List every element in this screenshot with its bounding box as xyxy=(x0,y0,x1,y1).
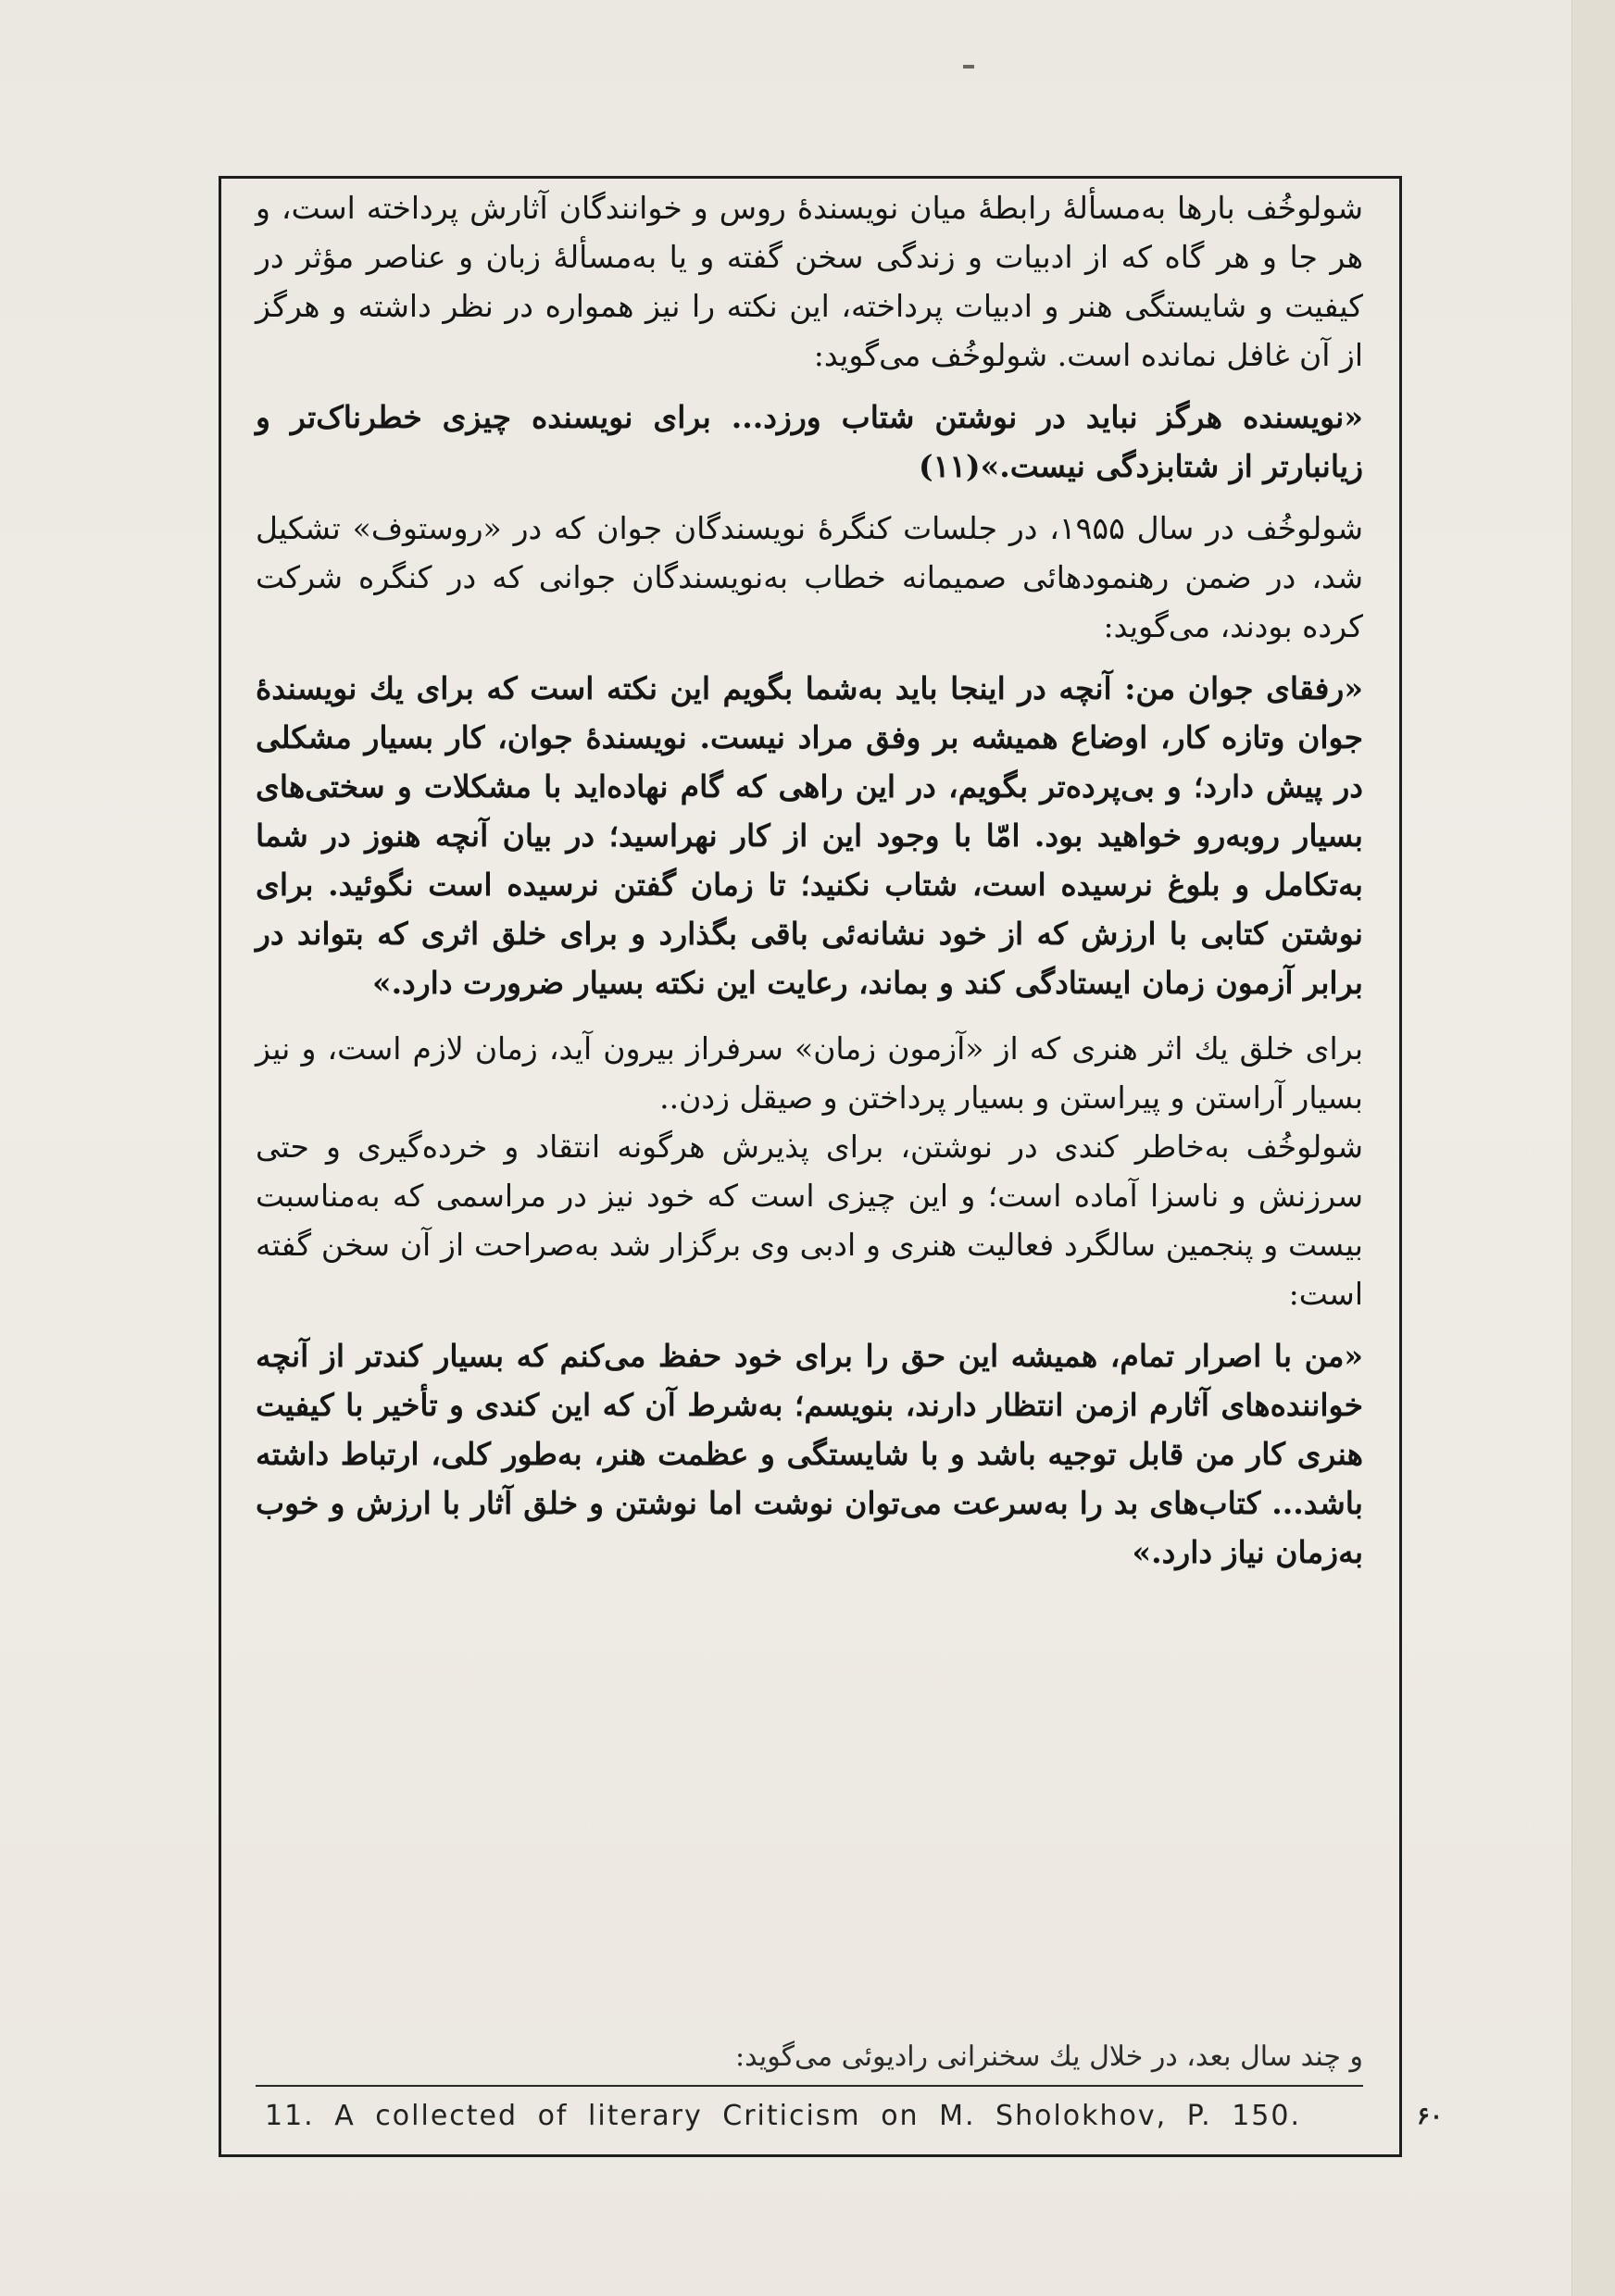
paragraph-intro: شولوخُف بارها به‌مسألهٔ رابطهٔ میان نویسندهٔ روس و خوانندگان آثارش پرداخته است، و هر جا و هر گاه که از ادبیات و زندگی سخن گفته و یا به‌مسألهٔ زبان و عناصر مؤثر در کیفیت و شایستگی هنر و ادبیات پرداخته، این نکته را نیز همواره در نظر داشته و هرگز از آن غافل نمانده است. شولوخُف می‌گوید: xyxy=(256,190,1363,373)
footnote: 11. A collected of literary Criticism on M. Sholokhov, P. 150. xyxy=(265,2100,1302,2132)
main-text-column xyxy=(256,183,1363,1577)
paragraph-rostov-congress: شولوخُف در سال ۱۹۵۵، در جلسات کنگرهٔ نویسندگان جوان که در «روستوف» تشکیل شد، در ضمن رهنمودهائی صمیمانه خطاب به‌نویسندگان جوانی که در کنگره شرکت کرده بودند، می‌گوید: xyxy=(256,510,1363,644)
page-number: ۶۰ xyxy=(1417,2103,1443,2130)
quote-young-comrades: «رفقای جوان من: آنچه در اینجا باید به‌شما بگویم این نکته است که برای یك نویسندهٔ جوان وتازه کار، اوضاع همیشه بر وفق مراد نیست. نویسندهٔ جوان، کار بسیار مشکلی در پیش دارد؛ و بی‌پرده‌تر بگویم، در این راهی که گام نهاده‌اید با مشکلات و سختی‌های بسیار روبه‌رو خواهید بود. امّا با وجود این از کار نهراسید؛ در بیان آنچه هنوز در شما به‌تکامل و بلوغ نرسیده است، شتاب نکنید؛ تا زمان گفتن نرسیده است نگوئید. برای نوشتن کتابی با ارزش که از خود نشانه‌ئی باقی بگذارد و برای خلق اثری که بتواند در برابر آزمون زمان ایستادگی کند و بماند، رعایت این نکته بسیار ضرورت دارد.» xyxy=(256,670,1363,1001)
footnote-separator xyxy=(256,2085,1363,2087)
frame-right-rule xyxy=(1399,176,1402,2157)
quote-haste: «نویسنده هرگز نباید در نوشتن شتاب ورزد... برای نویسنده چیزی خطرناک‌تر و زیانبارتر از شتابزدگی نیست.»(۱۱) xyxy=(256,399,1363,484)
paragraph-slowness: شولوخُف به‌خاطر کندی در نوشتن، برای پذیرش هرگونه انتقاد و خرده‌گیری و حتی سرزنش و ناسزا آماده است؛ و این چیزی است که خود نیز در مراسمی که به‌مناسبت بیست و پنجمین سالگرد فعالیت هنری و ادبی وی برگزار شد به‌صراحت از آن سخن گفته است: xyxy=(256,1129,1363,1312)
closing-line: و چند سال بعد، در خلال یك سخنرانی رادیوئی می‌گوید: xyxy=(735,2040,1363,2073)
quote-insistence: «من با اصرار تمام، همیشه این حق را برای خود حفظ می‌کنم که بسیار کندتر از آنچه خواننده‌های آثارم ازمن انتظار دارند، بنویسم؛ به‌شرط آن که این کندی و تأخیر با کیفیت هنری کار من قابل توجیه باشد و با شایستگی و عظمت هنر، به‌طور کلی، ارتباط داشته باشد... کتاب‌های بد را به‌سرعت می‌توان نوشت اما نوشتن و خلق آثار با ارزش و خوب به‌زمان نیاز دارد.» xyxy=(256,1338,1363,1570)
paragraph-test-of-time: برای خلق یك اثر هنری که از «آزمون زمان» سرفراز بیرون آید، زمان لازم است، و نیز بسیار آراستن و پیراستن و بسیار پرداختن و صیقل زدن.. xyxy=(256,1030,1363,1116)
frame-top-rule xyxy=(219,176,1402,179)
scan-mark xyxy=(963,65,974,69)
frame-left-rule xyxy=(219,176,221,2157)
page-edge-strip xyxy=(1571,0,1615,2296)
frame-bottom-rule xyxy=(219,2154,1402,2157)
